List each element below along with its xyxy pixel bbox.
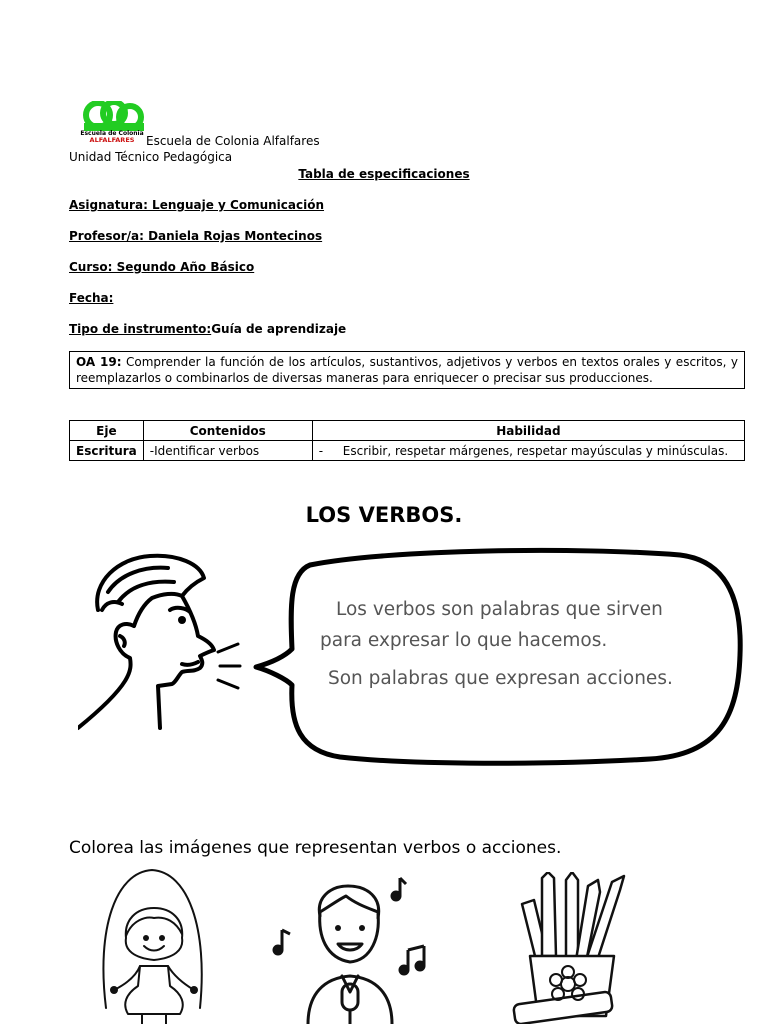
specs-table xyxy=(69,420,745,461)
speaking-man-icon xyxy=(78,552,246,732)
meta-tipo: Tipo de instrumento:Guía de aprendizaje xyxy=(69,322,347,336)
main-title: LOS VERBOS. xyxy=(305,503,463,527)
pencil-cup-icon xyxy=(508,872,634,1024)
cell-habilidad: - Escribir, respetar márgenes, respetar mayúsculas y minúsculas. xyxy=(312,441,744,461)
logo-line2: ALFALFARES xyxy=(89,136,135,144)
girl-jumping-rope-icon xyxy=(96,868,212,1024)
bubble-line2: para expresar lo que hacemos. xyxy=(320,630,608,651)
table-header-row xyxy=(70,421,745,441)
header-habilidad: Habilidad xyxy=(312,421,744,441)
man-singing-icon xyxy=(268,876,434,1024)
meta-fecha: Fecha: xyxy=(69,291,114,305)
logo-line1: Escuela de Colonia xyxy=(80,130,144,137)
cell-contenidos: -Identificar verbos xyxy=(143,441,312,461)
table-row xyxy=(70,441,745,461)
oa-objective-box xyxy=(69,351,745,389)
music-note-icon xyxy=(274,878,424,974)
meta-curso: Curso: Segundo Año Básico xyxy=(69,260,255,274)
instruction-text: Colorea las imágenes que representan verbos o acciones. xyxy=(69,838,562,858)
header-contenidos: Contenidos xyxy=(143,421,312,441)
header-eje: Eje xyxy=(70,421,144,441)
meta-profesor: Profesor/a: Daniela Rojas Montecinos xyxy=(69,229,323,243)
oa-code: OA 19: xyxy=(76,355,122,369)
meta-asignatura: Asignatura: Lenguaje y Comunicación xyxy=(69,198,325,212)
school-logo-icon xyxy=(76,101,148,147)
bubble-line3: Son palabras que expresan acciones. xyxy=(328,668,673,689)
oa-text: Comprender la función de los artículos, sustantivos, adjetivos y verbos en textos orales y escritos, y reemplazarlos o combinarlos de diversas maneras para enriquecer o precisar sus producciones. xyxy=(76,355,738,385)
bubble-line1: Los verbos son palabras que sirven xyxy=(336,599,663,620)
doc-title: Tabla de especificaciones xyxy=(298,167,470,181)
cell-eje: Escritura xyxy=(70,441,144,461)
speech-bubble-icon xyxy=(250,545,746,770)
unit-name: Unidad Técnico Pedagógica xyxy=(69,150,233,164)
school-name: Escuela de Colonia Alfalfares xyxy=(146,134,320,148)
